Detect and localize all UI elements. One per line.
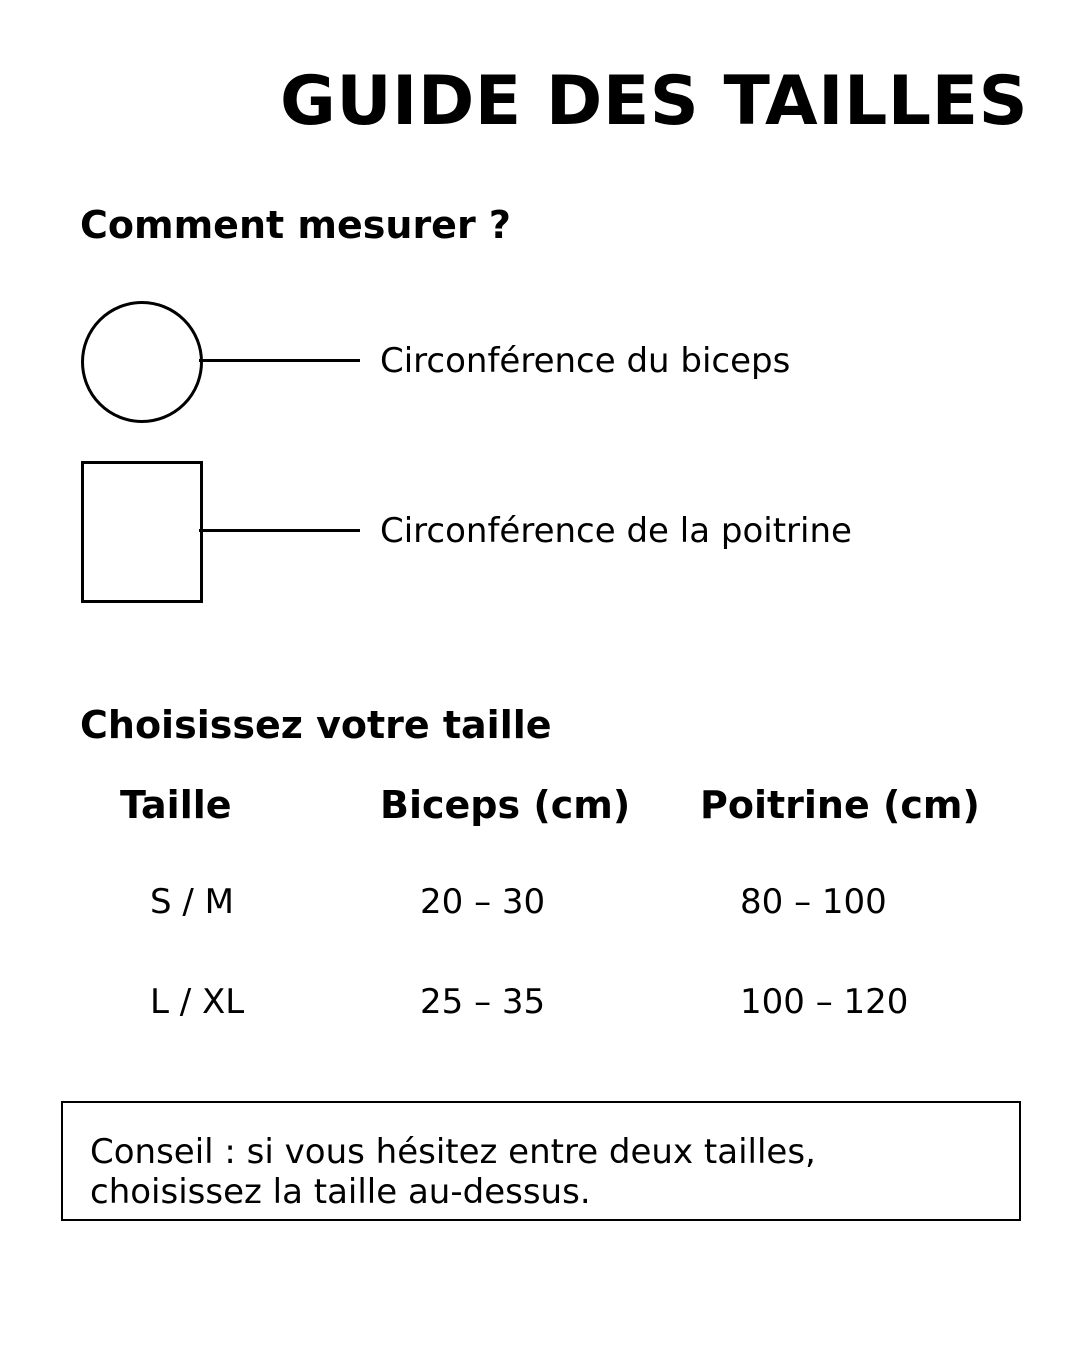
biceps-cell: 25 – 35 xyxy=(420,982,546,1022)
size-cell: S / M xyxy=(150,882,234,922)
column-header-biceps: Biceps (cm) xyxy=(380,783,631,827)
chest-connector-line xyxy=(199,529,360,532)
choose-size-heading: Choisissez votre taille xyxy=(80,703,552,747)
biceps-connector-line xyxy=(199,359,360,362)
column-header-size: Taille xyxy=(120,783,232,827)
tip-text xyxy=(90,1132,990,1212)
chest-cell: 80 – 100 xyxy=(740,882,887,922)
page-title: GUIDE DES TAILLES xyxy=(280,62,1029,141)
how-to-measure-heading: Comment mesurer ? xyxy=(80,203,511,247)
biceps-measure-label: Circonférence du biceps xyxy=(380,341,791,381)
biceps-cell: 20 – 30 xyxy=(420,882,546,922)
tip-line-1: Conseil : si vous hésitez entre deux tailles, xyxy=(90,1132,816,1172)
chest-cell: 100 – 120 xyxy=(740,982,909,1022)
size-cell: L / XL xyxy=(150,982,245,1022)
column-header-chest: Poitrine (cm) xyxy=(700,783,980,827)
chest-measure-label: Circonférence de la poitrine xyxy=(380,511,852,551)
biceps-circle-icon xyxy=(81,301,203,423)
tip-line-2: choisissez la taille au-dessus. xyxy=(90,1172,591,1212)
chest-rectangle-icon xyxy=(81,461,203,603)
